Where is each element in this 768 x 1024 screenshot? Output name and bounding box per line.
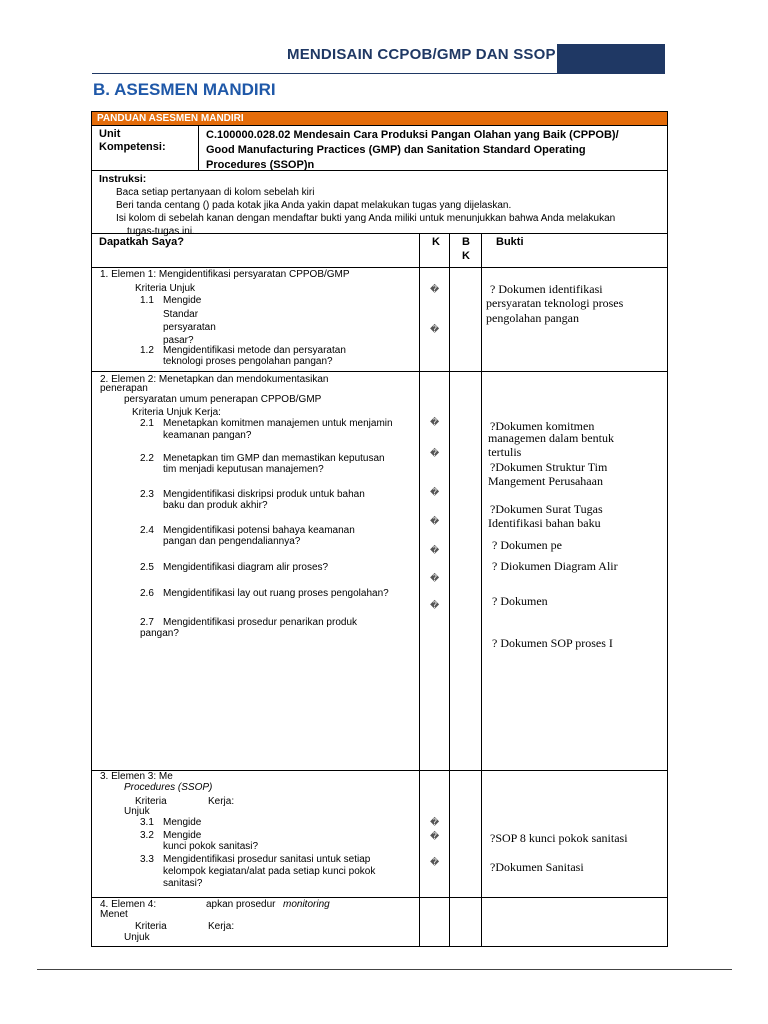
self-assessment-table (91, 111, 668, 947)
item-text: kunci pokok sanitasi? (163, 841, 259, 852)
k-checkbox-cell[interactable] (420, 268, 450, 371)
bk-column-header (450, 234, 482, 267)
item-text: Mengide (163, 830, 202, 841)
unit-text-line: C.100000.028.02 Mendesain Cara Produksi Pangan Olahan yang Baik (CPPOB)/ (206, 129, 619, 141)
item-text: baku dan produk akhir? (163, 500, 268, 511)
item-text: Menetapkan komitmen manajemen untuk menjamin (163, 418, 393, 429)
element-1-evidence (482, 268, 667, 371)
checkbox-icon[interactable]: � (430, 545, 440, 555)
instruction-line: Beri tanda centang () pada kotak jika Anda yakin dapat melakukan tugas yang dijelaskan. (116, 200, 512, 211)
element-1-questions (92, 268, 420, 371)
element-4-questions (92, 898, 420, 946)
item-number: 2.3 (140, 489, 154, 500)
checkbox-icon[interactable]: � (430, 573, 440, 583)
item-text: Menetapkan tim GMP dan memastikan keputusan (163, 453, 385, 464)
bk-checkbox-cell[interactable] (450, 372, 482, 770)
item-text: Mengidentifikasi lay out ruang proses pengolahan? (163, 588, 389, 599)
checkbox-icon[interactable]: � (430, 817, 440, 827)
instructions (92, 171, 667, 237)
evidence-text: ? Dokumen SOP proses I (492, 636, 613, 650)
criteria-label: Kerja: (208, 921, 235, 932)
item-text: kelompok kegiatan/alat pada setiap kunci pokok (163, 866, 376, 877)
evidence-text: ?Dokumen Struktur Tim (490, 460, 608, 474)
checkbox-icon[interactable]: � (430, 448, 440, 458)
item-text: Standar (163, 309, 199, 320)
evidence-text: ? Dokumen pe (492, 538, 562, 552)
item-text: Mengidentifikasi metode dan persyaratan (163, 345, 346, 356)
item-text: keamanan pangan? (163, 430, 252, 441)
criteria-label: Kriteria (135, 796, 167, 807)
evidence-column-header (482, 234, 667, 267)
item-number: 1.1 (140, 295, 154, 306)
checkbox-icon[interactable]: � (430, 857, 440, 867)
bk-checkbox-cell[interactable] (450, 898, 482, 946)
item-number: 2.1 (140, 418, 154, 429)
header-accent-block (557, 44, 665, 74)
element-4-row (92, 898, 667, 946)
element-3-row (92, 771, 667, 898)
criteria-label: Kriteria Unjuk Kerja: (132, 407, 221, 418)
unit-label-line: Unit (99, 128, 121, 140)
element-title: apkan prosedur (206, 899, 276, 910)
evidence-text: Identifikasi bahan baku (488, 516, 601, 530)
item-text: pangan? (140, 628, 179, 639)
element-3-evidence (482, 771, 667, 897)
panel-title: PANDUAN ASESMEN MANDIRI (92, 112, 667, 126)
item-text: pasar? (163, 335, 194, 346)
item-number: 2.5 (140, 562, 154, 573)
item-text: Mengidentifikasi diskripsi produk untuk bahan (163, 489, 365, 500)
evidence-text: tertulis (488, 445, 522, 459)
evidence-text: ?Dokumen Sanitasi (490, 860, 584, 874)
item-text: Mengide (163, 817, 202, 828)
element-title: 4. Elemen 4: (100, 899, 157, 910)
question-column-header (92, 234, 420, 267)
item-number: 3.3 (140, 854, 154, 865)
element-title: 3. Elemen 3: Me (100, 771, 173, 782)
element-2-questions (92, 372, 420, 770)
header-divider (92, 73, 558, 74)
instruction-line: Baca setiap pertanyaan di kolom sebelah kiri (116, 187, 315, 198)
checkbox-icon[interactable]: � (430, 516, 440, 526)
evidence-header-text: Bukti (496, 236, 524, 248)
bk-header-text: K (462, 250, 470, 262)
element-4-evidence (482, 898, 667, 946)
unit-text-line: Procedures (SSOP)n (206, 159, 315, 171)
unit-text (199, 126, 667, 170)
criteria-label: Kriteria (135, 921, 167, 932)
element-3-questions (92, 771, 420, 897)
item-number: 3.2 (140, 830, 154, 841)
evidence-text: ?Dokumen komitmen (490, 419, 595, 433)
evidence-text: pengolahan pangan (486, 311, 579, 325)
element-2-row (92, 372, 667, 771)
k-checkbox-cell[interactable] (420, 898, 450, 946)
item-text: sanitasi? (163, 878, 203, 889)
item-text: Mengide (163, 295, 202, 306)
item-text: Mengidentifikasi prosedur sanitasi untuk setiap (163, 854, 371, 865)
checkbox-icon[interactable]: � (430, 487, 440, 497)
evidence-text: ? Diokumen Diagram Alir (492, 559, 618, 573)
evidence-text: ?Dokumen Surat Tugas (490, 502, 603, 516)
column-header-row (92, 234, 667, 268)
element-2-evidence (482, 372, 667, 770)
item-text: Mengidentifikasi diagram alir proses? (163, 562, 329, 573)
criteria-label: Kerja: (208, 796, 235, 807)
item-number: 1.2 (140, 345, 154, 356)
footer-divider (37, 969, 732, 970)
header-title: MENDISAIN CCPOB/GMP DAN SSOP (287, 46, 556, 63)
checkbox-icon[interactable]: � (430, 284, 440, 294)
item-number: 3.1 (140, 817, 154, 828)
criteria-label: Unjuk (124, 932, 150, 943)
instruction-line: Isi kolom di sebelah kanan dengan mendaftar bukti yang Anda miliki untuk menunjukkan bahwa Anda melakukan (116, 213, 616, 224)
checkbox-icon[interactable]: � (430, 324, 440, 334)
unit-row (92, 126, 667, 171)
item-text: persyaratan (163, 322, 216, 333)
element-title: 1. Elemen 1: Mengidentifikasi persyaratan CPPOB/GMP (100, 269, 350, 280)
element-title: Procedures (SSOP) (124, 782, 213, 793)
section-title: B. ASESMEN MANDIRI (93, 80, 276, 99)
criteria-label: Kriteria Unjuk (135, 283, 196, 294)
bk-header-text: B (462, 236, 470, 248)
item-text: tim menjadi keputusan manajemen? (163, 464, 324, 475)
k-checkbox-cell[interactable] (420, 372, 450, 770)
item-text: Mengidentifikasi potensi bahaya keamanan (163, 525, 355, 536)
evidence-text: persyaratan teknologi proses (486, 296, 624, 310)
k-checkbox-cell[interactable] (420, 771, 450, 897)
item-number: 2.6 (140, 588, 154, 599)
item-text: teknologi proses pengolahan pangan? (163, 356, 333, 367)
bk-checkbox-cell[interactable] (450, 771, 482, 897)
item-number: 2.2 (140, 453, 154, 464)
k-column-header (420, 234, 450, 267)
k-header-text: K (432, 236, 440, 248)
item-text: pangan dan pengendaliannya? (163, 536, 301, 547)
unit-label (92, 126, 199, 170)
item-text: Mengidentifikasi prosedur penarikan produk (163, 617, 358, 628)
element-title: persyaratan umum penerapan CPPOB/GMP (124, 394, 322, 405)
criteria-label: Unjuk (124, 806, 150, 817)
element-title: penerapan (100, 383, 148, 394)
instructions-title: Instruksi: (99, 173, 147, 185)
item-number: 2.7 (140, 617, 154, 628)
element-title: Menet (100, 909, 128, 920)
checkbox-icon[interactable]: � (430, 600, 440, 610)
instruction-line: tugas-tugas ini. (127, 226, 195, 237)
evidence-text: managemen dalam bentuk (488, 431, 614, 445)
unit-label-line: Kompetensi: (99, 141, 166, 153)
element-title: monitoring (283, 899, 330, 910)
element-title: 2. Elemen 2: Menetapkan dan mendokumentasikan (100, 374, 329, 385)
element-1-row (92, 268, 667, 372)
evidence-text: ? Dokumen (492, 594, 548, 608)
evidence-text: ?SOP 8 kunci pokok sanitasi (490, 831, 628, 845)
bk-checkbox-cell[interactable] (450, 268, 482, 371)
evidence-text: Mangement Perusahaan (488, 474, 603, 488)
checkbox-icon[interactable]: � (430, 417, 440, 427)
checkbox-icon[interactable]: � (430, 831, 440, 841)
item-number: 2.4 (140, 525, 154, 536)
unit-text-line: Good Manufacturing Practices (GMP) dan Sanitation Standard Operating (206, 144, 586, 156)
question-header-text: Dapatkah Saya? (99, 236, 184, 248)
evidence-text: ? Dokumen identifikasi (490, 282, 603, 296)
